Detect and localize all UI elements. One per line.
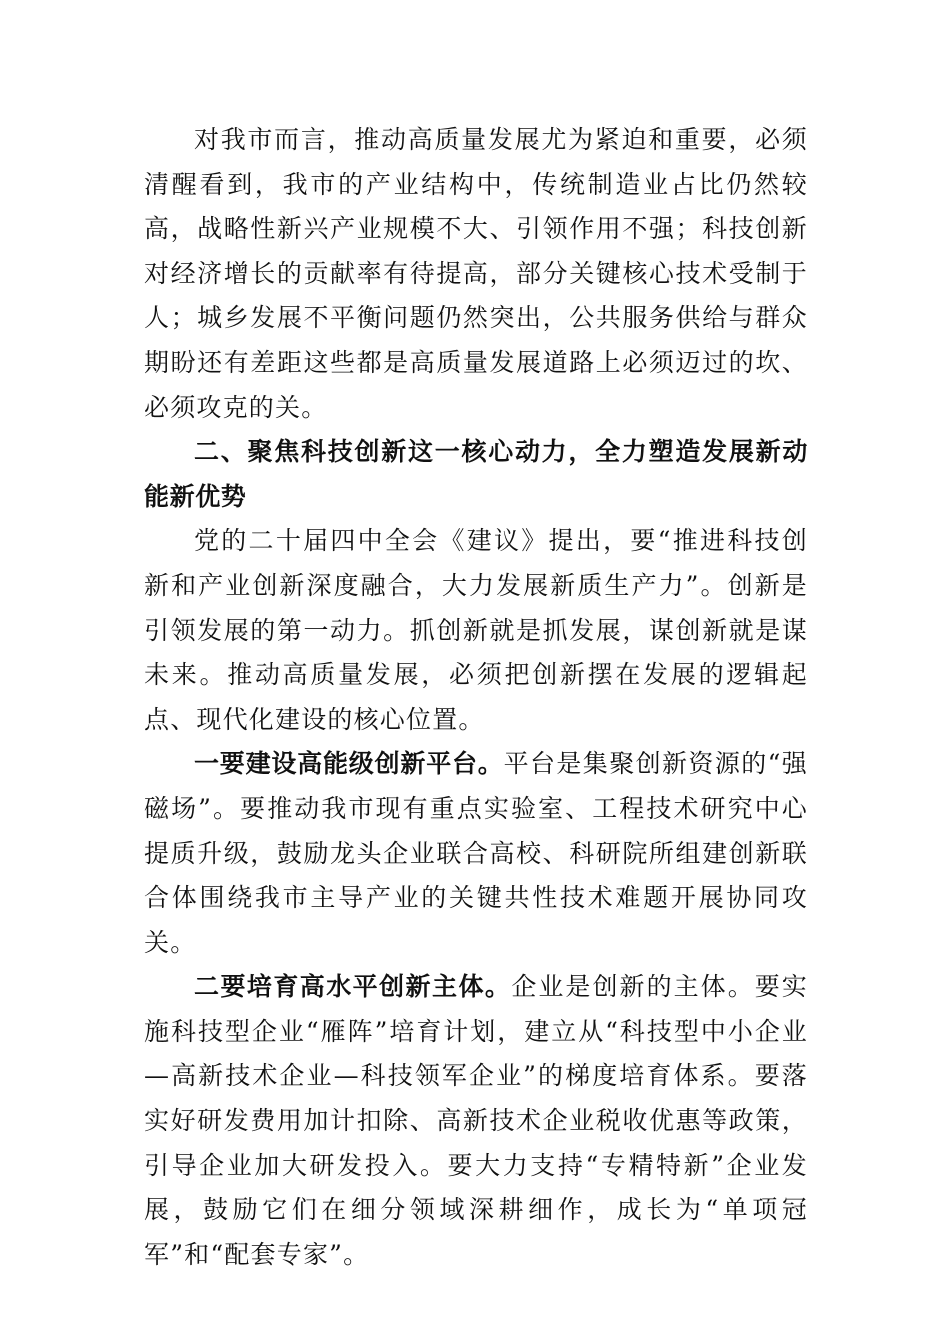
point-platform-lead: 一要建设高能级创新平台。 bbox=[194, 749, 504, 779]
paragraph-innovation: 党的二十届四中全会《建议》提出，要“推进科技创新和产业创新深度融合，大力发展新质生产力”。创新是引领发展的第一动力。抓创新就是抓发展，谋创新就是谋未来。推动高质量发展，必须把创新摆在发展的逻辑起点、现代化建设的核心位置。 bbox=[144, 526, 808, 734]
point-platform-body: 平台是集聚创新资源的“强磁场”。要推动我市现有重点实验室、工程技术研究中心提质升级，鼓励龙头企业联合高校、科研院所组建创新联合体围绕我市主导产业的关键共性技术难题开展协同攻关。 bbox=[144, 749, 808, 957]
paragraph-context: 对我市而言，推动高质量发展尤为紧迫和重要，必须清醒看到，我市的产业结构中，传统制造业占比仍然较高，战略性新兴产业规模不大、引领作用不强；科技创新对经济增长的贡献率有待提高，部分关键核心技术受制于人；城乡发展不平衡问题仍然突出，公共服务供给与群众期盼还有差距这些都是高质量发展道路上必须迈过的坎、必须攻克的关。 bbox=[144, 125, 808, 422]
point-enterprise-lead: 二要培育高水平创新主体。 bbox=[194, 972, 512, 1002]
section-heading: 二、聚焦科技创新这一核心动力，全力塑造发展新动能新优势 bbox=[144, 437, 808, 511]
point-enterprise-body: 企业是创新的主体。要实施科技型企业“雁阵”培育计划，建立从“科技型中小企业—高新技术企业—科技领军企业”的梯度培育体系。要落实好研发费用加计扣除、高新技术企业税收优惠等政策，引导企业加大研发投入。要大力支持“专精特新”企业发展，鼓励它们在细分领域深耕细作，成长为“单项冠军”和“配套专家”。 bbox=[144, 972, 808, 1269]
point-platform bbox=[144, 742, 808, 965]
point-enterprise bbox=[144, 965, 808, 1277]
document-body bbox=[144, 118, 808, 1277]
